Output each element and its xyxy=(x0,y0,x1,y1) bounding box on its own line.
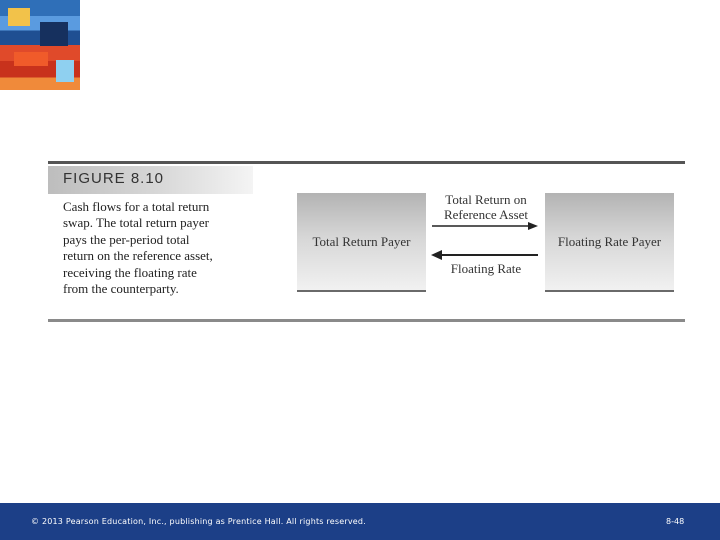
flow-label-line: Reference Asset xyxy=(443,207,529,222)
caption-line: receiving the floating rate xyxy=(63,264,197,280)
page-number: 8-48 xyxy=(666,517,685,526)
caption-line: from the counterparty. xyxy=(63,281,179,297)
figure-caption xyxy=(63,199,263,297)
caption-line: pays the per-period total xyxy=(63,231,190,247)
figure-label: FIGURE 8.10 xyxy=(63,170,165,187)
total-return-payer-box xyxy=(297,193,426,292)
corner-art-block xyxy=(14,52,48,66)
corner-art-block xyxy=(40,22,68,46)
corner-art-block xyxy=(56,60,74,82)
decorative-corner-image xyxy=(0,0,80,90)
right-arrow-icon xyxy=(432,222,538,230)
total-return-payer-label: Total Return Payer xyxy=(312,233,411,249)
caption-line: Cash flows for a total return xyxy=(63,199,210,214)
copyright-text: © 2013 Pearson Education, Inc., publishing as Prentice Hall. All rights reserved. xyxy=(31,517,366,526)
left-arrow-icon xyxy=(431,250,538,260)
floating-rate-flow-label: Floating Rate xyxy=(450,261,522,276)
floating-rate-payer-box xyxy=(545,193,674,292)
cash-flow-arrows xyxy=(426,215,545,265)
floating-rate-payer-label: Floating Rate Payer xyxy=(557,233,662,249)
flow-label-line: Total Return on xyxy=(445,192,527,207)
caption-line: return on the reference asset, xyxy=(63,248,213,264)
figure-top-rule xyxy=(48,161,685,164)
caption-line: swap. The total return payer xyxy=(63,215,209,231)
corner-art-block xyxy=(8,8,30,26)
figure-bottom-rule xyxy=(48,319,685,322)
